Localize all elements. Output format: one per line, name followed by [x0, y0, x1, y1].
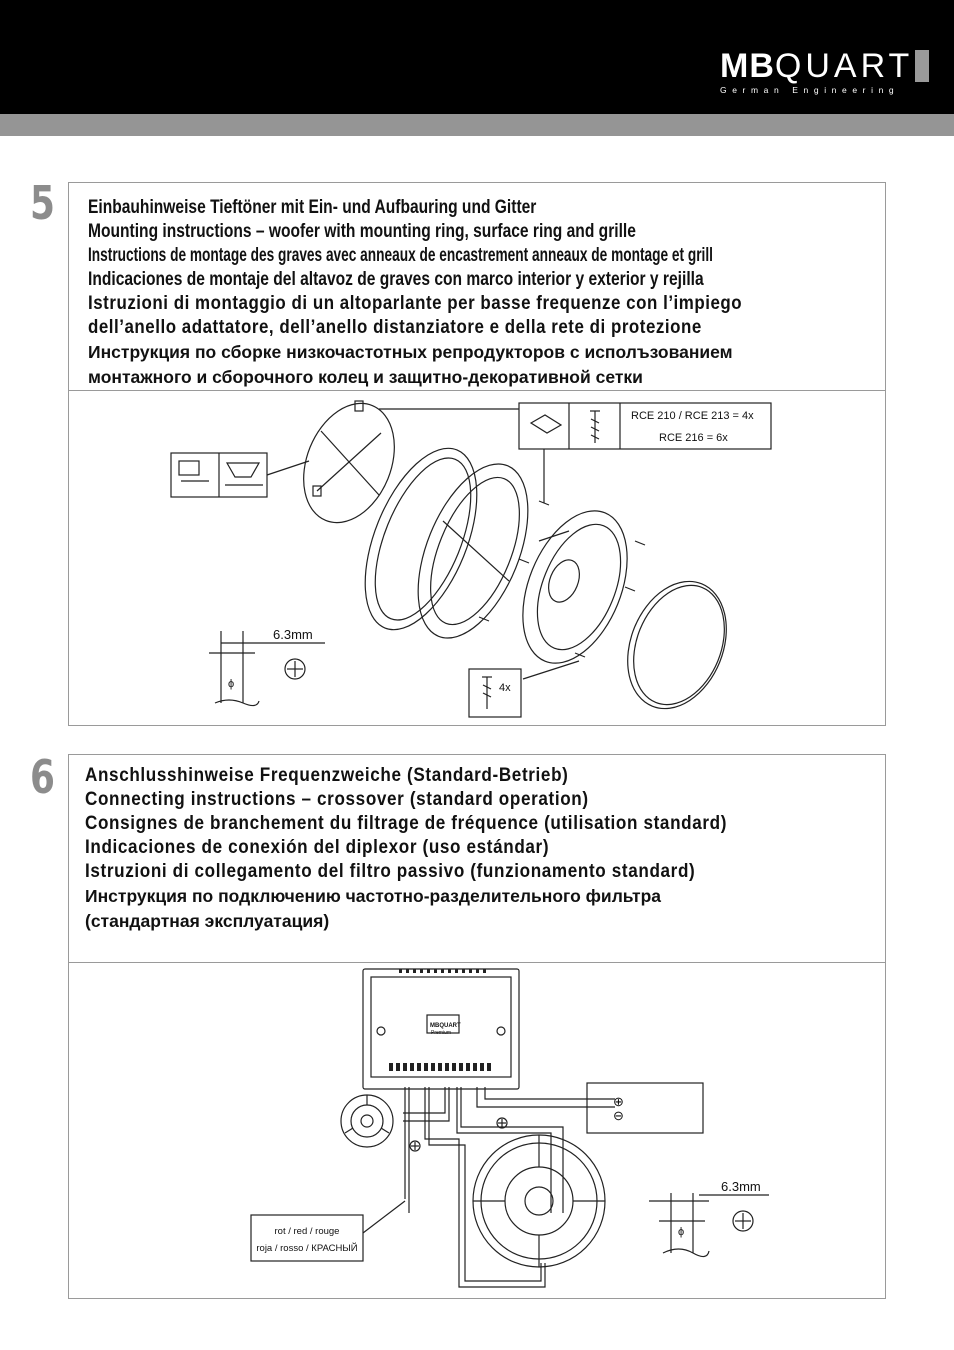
grille-cover: [610, 567, 745, 724]
screw-icon-small: [482, 677, 492, 709]
title-it-1: Istruzioni di montaggio di un altoparlante per basse frequenze con l’impiego: [88, 293, 743, 314]
section-6-titles: [85, 764, 798, 934]
header-gray-band: [0, 114, 954, 136]
title-de: Einbauhinweise Tieftöner mit Ein- und Aufbauring und Gitter: [88, 197, 537, 218]
amp-plus-terminal: ⊕: [613, 1094, 624, 1109]
title-it-2: dell’anello adattatore, dell’anello distanziatore e della rete di protezione: [88, 317, 702, 338]
section-number-5: 5: [30, 176, 55, 230]
tweeter: [341, 1095, 393, 1147]
screw-icon: [590, 411, 600, 443]
title-ru-2: (стандартная эксплуатация): [85, 911, 330, 931]
wire-color-label-line2: roja / rosso / КРАСНЫЙ: [256, 1243, 358, 1254]
title-it: Istruzioni di collegamento del filtro passivo (funzionamento standard): [85, 861, 696, 882]
section-5-box: [68, 182, 886, 726]
mounting-ring: [396, 448, 550, 653]
crossover-logo: MBQUART: [430, 1023, 461, 1029]
phi-symbol: ϕ: [228, 678, 235, 690]
screw-count-box: [469, 669, 521, 717]
logo-light: QUART: [774, 47, 914, 85]
logo-tagline: German Engineering: [720, 85, 900, 95]
crossover-sublabel: Premium: [431, 1030, 452, 1036]
title-es: Indicaciones de conexión del diplexor (uso estándar): [85, 837, 550, 858]
amp-minus-terminal: ⊖: [613, 1108, 624, 1123]
drill-detail-diagram: [209, 631, 325, 706]
phi-symbol: ϕ: [678, 1226, 685, 1238]
section-number-6: 6: [30, 750, 55, 804]
crossover-unit: [363, 969, 519, 1089]
drill-detail-diagram: [649, 1193, 769, 1257]
title-fr: Consignes de branchement du filtrage de fréquence (utilisation standard): [85, 813, 728, 834]
title-es: Indicaciones de montaje del altavoz de graves con marco interior y exterior y rejilla: [88, 269, 704, 290]
screw-count-line1: RCE 210 / RCE 213 = 4x: [631, 410, 754, 422]
title-ru-1: Инструкция по сборке низкочастотных репродукторов с исполъзованием: [88, 342, 733, 362]
title-en: Mounting instructions – woofer with mounting ring, surface ring and grille: [88, 221, 636, 242]
amplifier-box: [587, 1083, 703, 1133]
wire-color-label-line1: rot / red / rouge: [274, 1226, 340, 1237]
woofer-speaker: [473, 1135, 605, 1267]
drill-size-label: 6.3mm: [721, 1179, 761, 1194]
title-en: Connecting instructions – crossover (standard operation): [85, 789, 589, 810]
section-5-titles: [88, 196, 954, 390]
section-6-box: [68, 754, 886, 1299]
loose-screws: [479, 501, 645, 657]
logo-bold: MB: [720, 47, 775, 85]
mbquart-logo: [720, 48, 929, 95]
title-ru-2: монтажного и сборочного колец и защитно-декоративной сетки: [88, 367, 643, 387]
title-fr: Instructions de montage des graves avec anneaux de encastrement anneaux de montage et grill: [88, 245, 713, 266]
woofer-thumbnail-icon: [171, 453, 267, 497]
clip-nut-icon: [531, 415, 561, 433]
wire-color-label-box: [251, 1215, 363, 1261]
drill-size-label: 6.3mm: [273, 627, 313, 642]
title-ru-1: Инструкция по подключению частотно-разделительного фильтра: [85, 886, 662, 906]
wires: [403, 1087, 615, 1287]
woofer-mounting-diagram: [69, 391, 885, 725]
crossover-wiring-diagram: [69, 963, 885, 1297]
screw-box-count: 4x: [499, 682, 511, 694]
page-header: [0, 0, 954, 114]
title-de: Anschlusshinweise Frequenzweiche (Standard-Betrieb): [85, 765, 569, 786]
screw-count-line2: RCE 216 = 6x: [659, 432, 728, 444]
logo-bar: [915, 50, 929, 82]
